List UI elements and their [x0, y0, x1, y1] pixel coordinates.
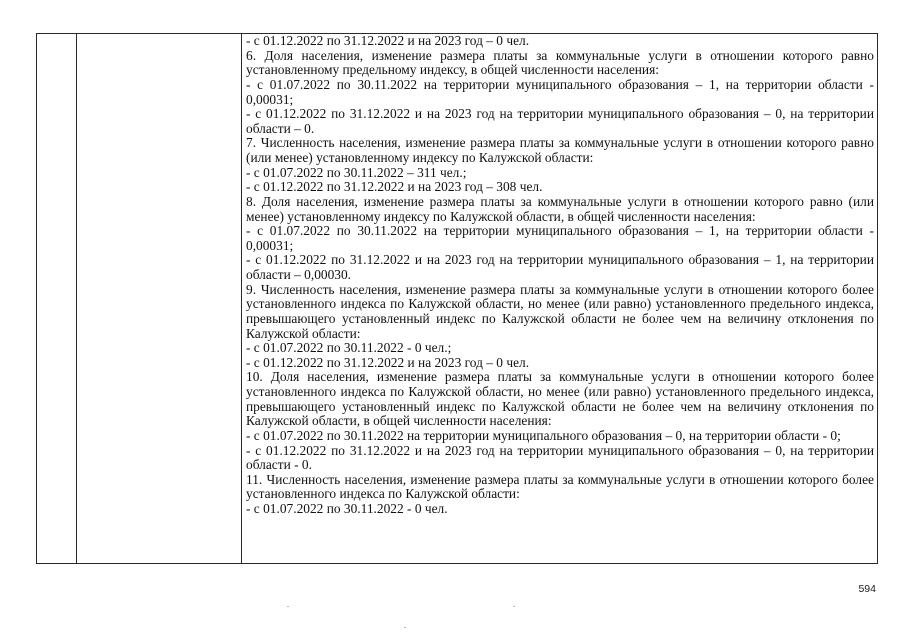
text-paragraph: 11. Численность населения, изменение размера платы за коммунальные услуги в отношении которого более установленного индекса по Калужской области: [246, 471, 874, 502]
text-line: - с 01.07.2022 по 30.11.2022 – 311 чел.; [246, 164, 467, 180]
text-line: - с 01.07.2022 по 30.11.2022 - 0 чел.; [246, 340, 452, 356]
text-line: - с 01.12.2022 по 31.12.2022 и на 2023 год – 0 чел. [246, 354, 530, 370]
table-right-border [877, 33, 878, 564]
text-line: - с 01.07.2022 по 30.11.2022 - 0 чел. [246, 501, 448, 516]
text-line: - с 01.12.2022 по 31.12.2022 и на 2023 год – 0 чел. [246, 34, 530, 48]
text-line: - с 01.07.2022 по 30.11.2022 на территории муниципального образования – 1, на территории области - 0,00031; [246, 223, 874, 253]
text-line: - с 01.12.2022 по 31.12.2022 и на 2023 год на территории муниципального образования – 0, на территории области – 0. [246, 106, 874, 136]
table-cell-text [246, 34, 874, 562]
table-bottom-border [36, 563, 878, 564]
text-line: - с 01.12.2022 по 31.12.2022 и на 2023 год – 308 чел. [246, 179, 543, 195]
scan-speck [513, 606, 515, 607]
text-paragraph: 10. Доля населения, изменение размера платы за коммунальные услуги в отношении которого более установленного индекса по Калужской области, но менее (или равно) установленного предельного индекса, превышающего установленный индекс по Калужской области не более чем на величину отклонения по Калужской области, в общей численности населения: [246, 369, 874, 429]
text-paragraph: 7. Численность населения, изменение размера платы за коммунальные услуги в отношении которого равно (или менее) установленному индексу по Калужской области: [246, 135, 874, 165]
text-paragraph: 8. Доля населения, изменение размера платы за коммунальные услуги в отношении которого равно (или менее) установленному индексу по Калужской области, в общей численности населения: [246, 193, 874, 224]
text-line: - с 01.12.2022 по 31.12.2022 и на 2023 год на территории муниципального образования – 0, на территории области - 0. [246, 442, 874, 473]
scan-speck [404, 627, 406, 628]
text-line: - с 01.12.2022 по 31.12.2022 и на 2023 год на территории муниципального образования – 1, на территории области – 0,00030. [246, 252, 874, 282]
text-line: - с 01.07.2022 по 30.11.2022 на территории муниципального образования – 1, на территории области - 0,00031; [246, 76, 874, 107]
page-number: 594 [858, 583, 876, 595]
table-column-divider-2 [241, 33, 242, 564]
table-left-border [36, 33, 37, 564]
text-paragraph: 9. Численность населения, изменение размера платы за коммунальные услуги в отношении которого более установленного индекса по Калужской области, но менее (или равно) установленного предельного индекса, превышающего установленный индекс по Калужской области не более чем на величину отклонения по Калужской области: [246, 281, 874, 341]
scan-speck [287, 606, 289, 607]
table-column-divider-1 [76, 33, 77, 564]
text-line: - с 01.07.2022 по 30.11.2022 на территории муниципального образования – 0, на территории области - 0; [246, 427, 841, 443]
text-paragraph: 6. Доля населения, изменение размера платы за коммунальные услуги в отношении которого равно установленному предельному индексу, в общей численности населения: [246, 47, 874, 78]
